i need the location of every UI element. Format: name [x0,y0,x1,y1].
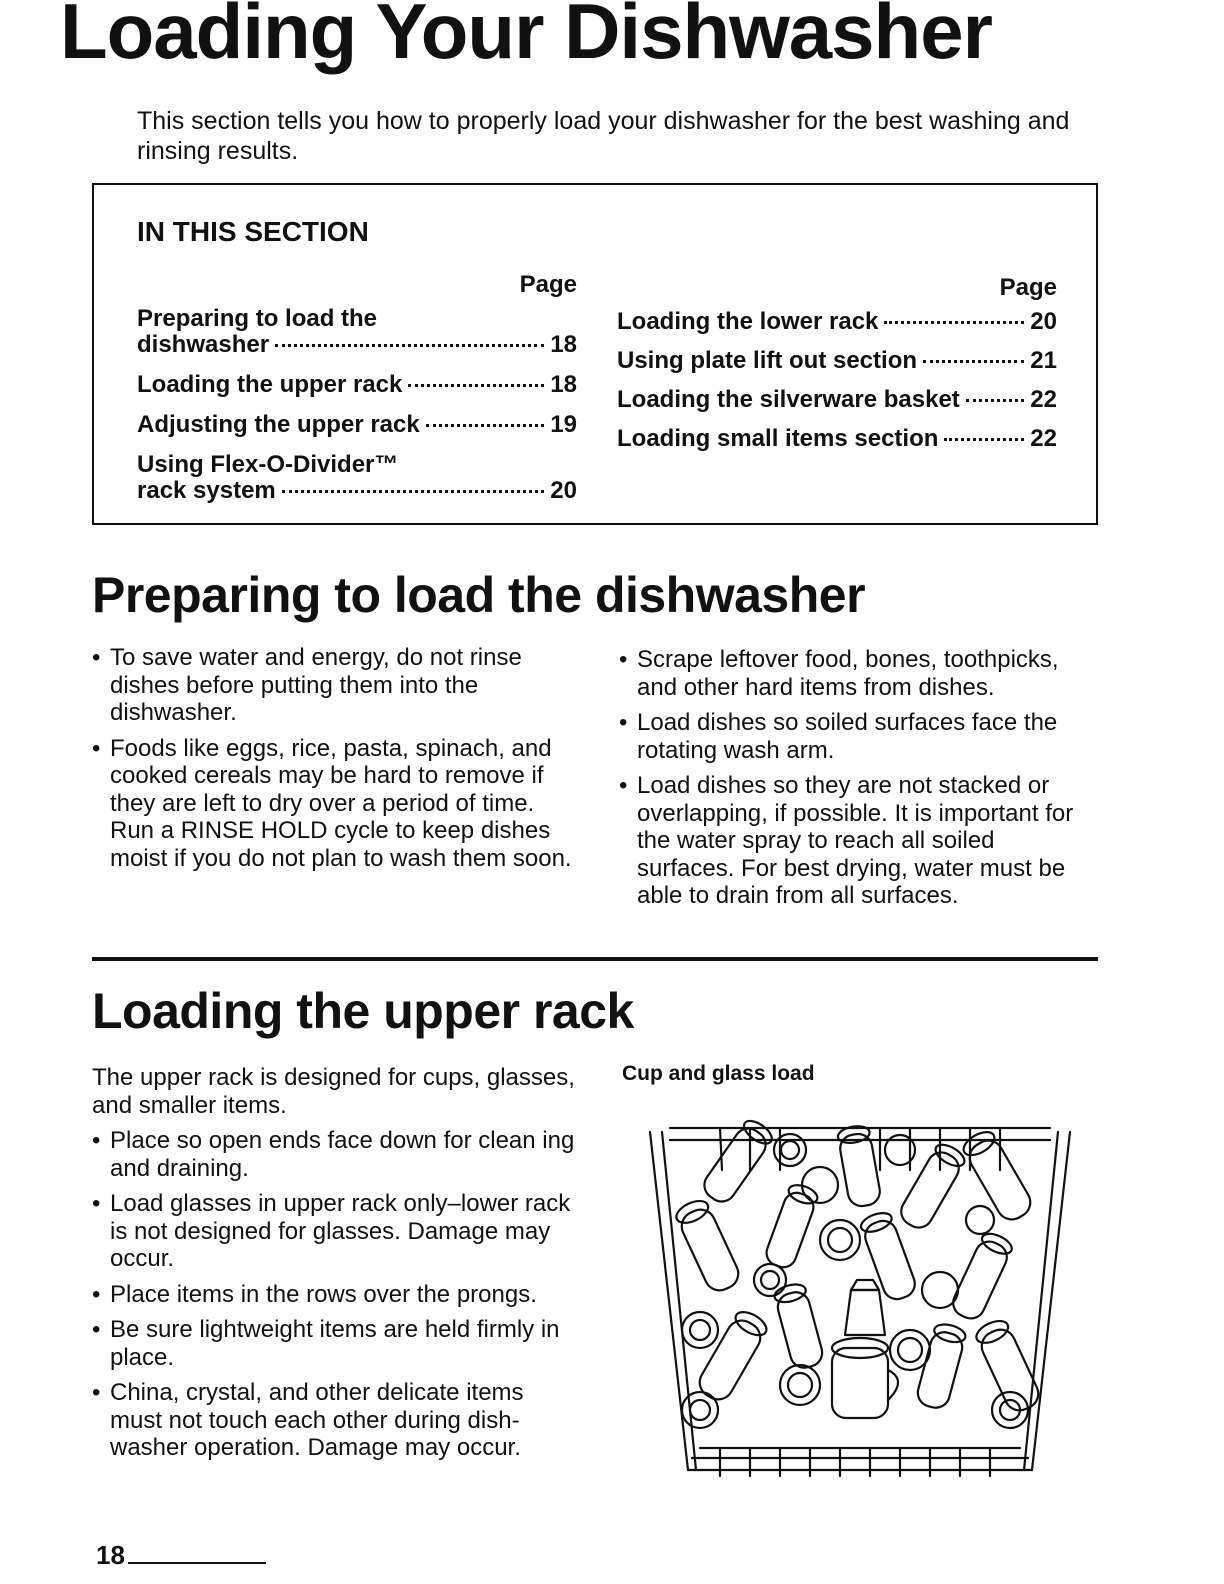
toc-entry-title: Using plate lift out section [617,347,918,374]
toc-entry-title: Loading small items section [617,425,939,452]
intro-text: This section tells you how to properly load your dishwasher for the best washing and rinsing results. [137,107,1070,165]
cup-and-glass-rack-illustration [640,1110,1080,1490]
figure-caption: Cup and glass load [622,1062,815,1085]
toc-left-column [137,272,577,518]
toc-entry-page: 20 [1030,308,1057,335]
bullet-item: • Scrape leftover food, bones, toothpicks, and other hard items from dishes. [619,646,1081,701]
bullet-item: • China, crystal, and other delicate items must not touch each other during dish-washer operation. Damage may occur. [92,1379,578,1462]
toc-entry-title: Loading the upper rack [137,371,403,398]
section-heading-prepare: Preparing to load the dishwasher [92,567,866,623]
bullet-item: • Foods like eggs, rice, pasta, spinach, and cooked cereals may be hard to remove if they are left to dry over a period of time. Run a RINSE HOLD cycle to keep dishes moist if you do not plan to wash them soon. [92,735,572,873]
prepare-right-column [619,646,1081,918]
toc-entry [137,372,577,398]
toc-entry [617,348,1057,374]
section-heading-upper: Loading the upper rack [92,983,634,1039]
toc-entry-line1: Preparing to load the [137,305,378,332]
upper-rack-intro: The upper rack is designed for cups, glasses, and smaller items. [92,1064,575,1119]
upper-rack-column [92,1064,578,1470]
prepare-left-column [92,644,572,880]
toc-entry [617,309,1057,335]
page-number-rule [128,1562,266,1564]
toc-entry-page: 18 [550,371,577,398]
bullet-item: • Load glasses in upper rack only–lower rack is not designed for glasses. Damage may occur. [92,1190,578,1273]
toc-entry-title: Adjusting the upper rack [137,411,420,438]
toc-entry-page: 21 [1030,347,1057,374]
bullet-item: • To save water and energy, do not rinse dishes before putting them into the dishwasher. [92,644,572,727]
toc-entry-page: 18 [550,331,577,358]
toc-entry-title: Loading the lower rack [617,308,879,335]
toc-entry-line1: Using Flex-O-Divider™ [137,451,399,478]
toc-entry-page: 19 [550,411,577,438]
toc-right-column [617,275,1057,465]
toc-entry-title: Loading the silverware basket [617,386,960,413]
toc-entry-page: 22 [1030,386,1057,413]
toc-entry [617,426,1057,452]
page-number: 18 [96,1540,125,1570]
bullet-item: • Load dishes so they are not stacked or overlapping, if possible. It is important for the water spray to reach all soiled surfaces. For best drying, water must be able to drain from all surfaces. [619,772,1081,910]
toc-page-label: Page [519,271,577,298]
toc-entry-title: rack system [137,477,276,504]
section-divider [92,957,1098,961]
toc-page-label: Page [999,274,1057,301]
toc-entry-title: dishwasher [137,331,270,358]
page-title: Loading Your Dishwasher [60,0,992,75]
toc-entry [137,412,577,438]
toc-entry [617,387,1057,413]
bullet-item: • Place so open ends face down for clean ing and draining. [92,1127,578,1182]
toc-entry-page: 20 [550,477,577,504]
toc-heading: IN THIS SECTION [137,216,369,247]
toc-entry [137,306,577,358]
toc-entry [137,452,577,504]
bullet-item: • Be sure lightweight items are held firmly in place. [92,1316,578,1371]
toc-entry-page: 22 [1030,425,1057,452]
bullet-item: • Place items in the rows over the prongs. [92,1281,578,1309]
bullet-item: • Load dishes so soiled surfaces face the rotating wash arm. [619,709,1081,764]
